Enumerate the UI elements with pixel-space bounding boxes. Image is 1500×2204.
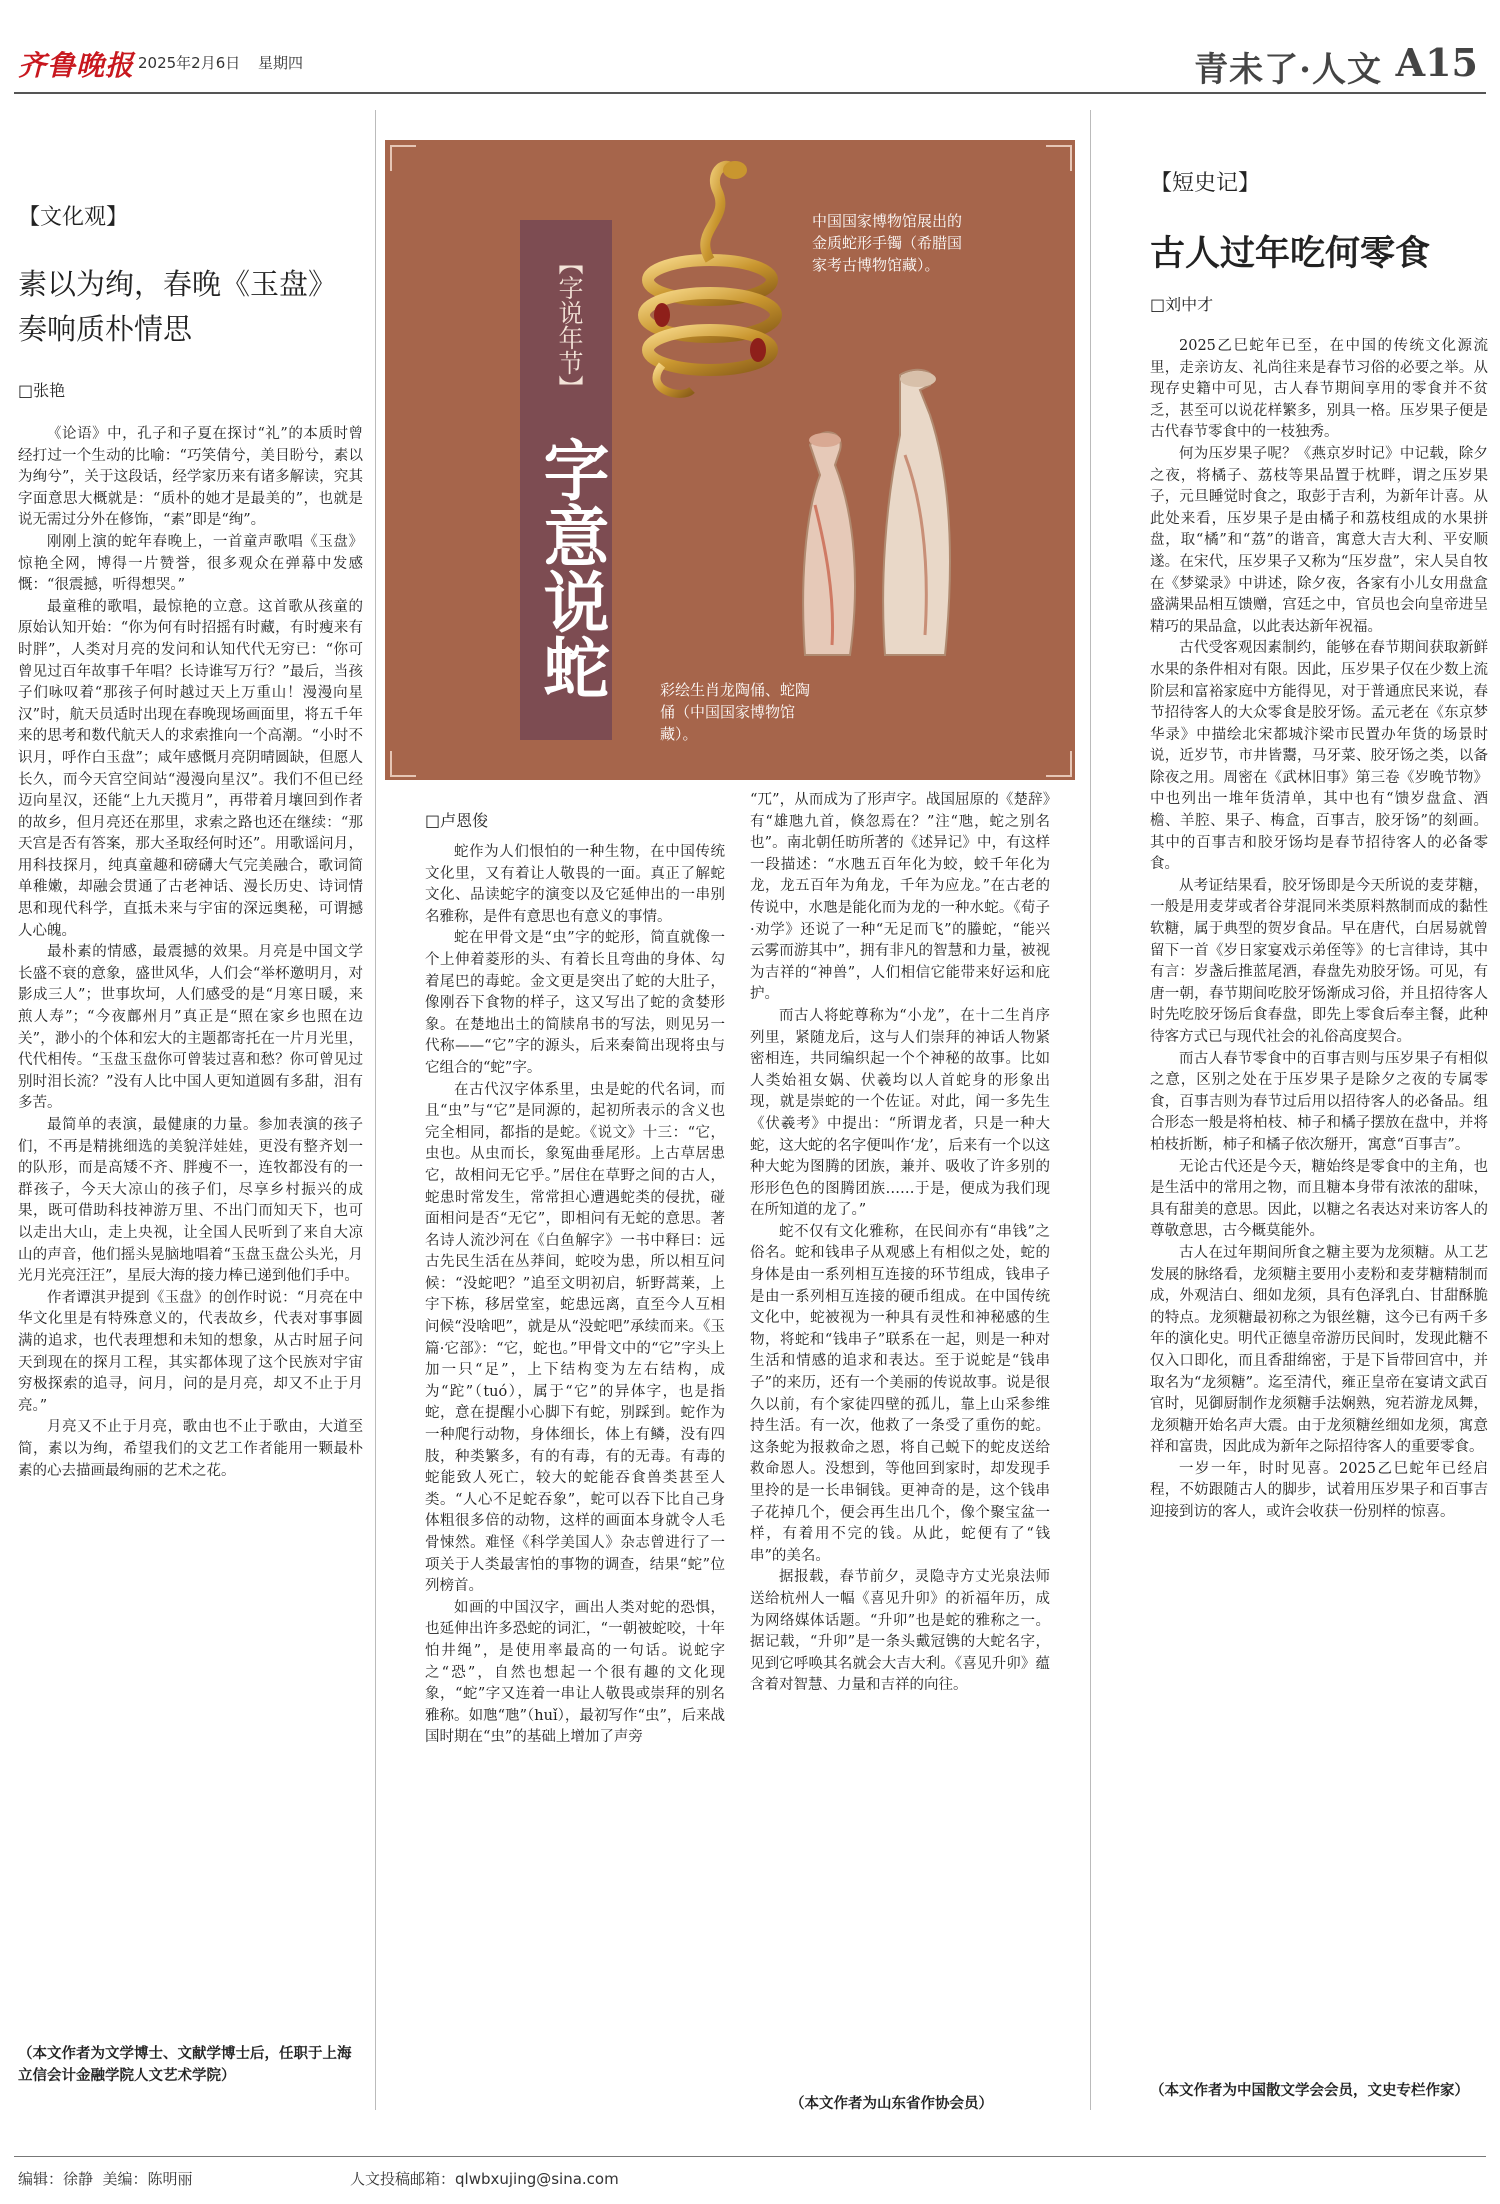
- corner-ornament-icon: [390, 751, 416, 777]
- left-article-body: [18, 424, 363, 1482]
- right-article-body: [1150, 336, 1488, 1524]
- corner-ornament-icon: [1046, 145, 1072, 171]
- center-article-column-2: [750, 790, 1050, 1697]
- paragraph: 在古代汉字体系里，虫是蛇的代名词，而且“虫”与“它”是同源的，起初所表示的含义也完全相同，都指的是蛇。《说文》十三：“它，虫也。从虫而长，象冤曲垂尾形。上古草居患它，故相问无它乎。”居住在草野之间的古人，蛇患时常发生，常常担心遭遇蛇类的侵扰，碰面相问是否“无它”，即相问有无蛇的意思。著名诗人流沙河在《白鱼解字》一书中释曰：远古先民生活在丛莽间，蛇咬为患，所以相互问候：“没蛇吧？”追至文明初启，斩野蒿莱，上宇下栋，移居堂室，蛇患远离，直至今人互相问候“没啥吧”，就是从“没蛇吧”承续而来。《玉篇·它部》：“它，蛇也。”甲骨文中的“它”字头上加一只“足”，上下结构变为左右结构，成为“跎”（tuó），属于“它”的异体字，也是指蛇，意在提醒小心脚下有蛇，别踩到。蛇作为一种爬行动物，身体细长，体上有鳞，没有四肢，种类繁多，有的有毒，有的无毒。有毒的蛇能致人死亡，较大的蛇能吞食兽类甚至人类。“人心不足蛇吞象”，蛇可以吞下比自己身体粗很多倍的动物，这样的画面本身就令人毛骨悚然。难怪《科学美国人》杂志曾进行了一项关于人类最害怕的事物的调查，结果“蛇”位列榜首。: [425, 1081, 725, 1595]
- bracelet-caption: 中国国家博物馆展出的金质蛇形手镯（希腊国家考古博物馆藏）。: [812, 212, 963, 274]
- right-article-author: □刘中才: [1150, 295, 1214, 314]
- corner-ornament-icon: [390, 145, 416, 171]
- left-article-author: □张艳: [18, 381, 66, 400]
- left-column-tag: 【文化观】: [18, 205, 129, 230]
- paragraph: 刚刚上演的蛇年春晚上，一首童声歌唱《玉盘》惊艳全网，博得一片赞誉，很多观众在弹幕中发感慨：“很震撼，听得想哭。”: [18, 533, 363, 594]
- center-article-author: □卢恩俊: [425, 811, 489, 830]
- paragraph: 蛇作为人们恨怕的一种生物，在中国传统文化里，又有着让人敬畏的一面。真正了解蛇文化、品读蛇字的演变以及它延伸出的一串别名雅称，是件有意思也有意义的事情。: [425, 844, 725, 925]
- right-article-title: 古人过年吃何零食: [1150, 233, 1431, 274]
- paragraph: 最朴素的情感，最震撼的效果。月亮是中国文学长盛不衰的意象，盛世风华，人们会“举杯邀明月，对影成三人”；世事坎坷，人们感受的是“月寒日暖，来煎人寿”；“今夜鄜州月”真正是“照在家乡也照在边关”，渺小的个体和宏大的主题都寄托在一片月光里，代代相传。“玉盘玉盘你可曾装过喜和愁？你可曾见过别时泪长流？”没有人比中国人更知道圆有多甜，泪有多苦。: [18, 944, 363, 1112]
- paragraph: 从考证结果看，胶牙饧即是今天所说的麦芽糖，一般是用麦芽或者谷芽混同米类原料熬制而成的黏性软糖，属于典型的贺岁食品。早在唐代，白居易就曾留下一首《岁日家宴戏示弟侄等》的七言律诗，其中有言：岁盏后推蓝尾酒，春盘先劝胶牙饧。可见，有唐一朝，春节期间吃胶牙饧渐成习俗，并且招待客人时先吃胶牙饧后食春盘，即先上零食后奉主餐，此种待客方式已与现代社会的礼俗高度契合。: [1150, 877, 1488, 1045]
- paragraph: 2025乙巳蛇年已至，在中国的传统文化源流里，走亲访友、礼尚往来是春节习俗的必要之举。从现存史籍中可见，古人春节期间享用的零食并不贫乏，甚至可以说花样繁多，别具一格。压岁果子便是古代春节零食中的一枝独秀。: [1150, 338, 1488, 441]
- right-column-tag: 【短史记】: [1150, 171, 1261, 196]
- gold-snake-bracelet-image: [622, 150, 797, 410]
- paragraph: 一岁一年，时时见喜。2025乙巳蛇年已经启程，不妨跟随古人的脚步，试着用压岁果子和百事吉迎接到访的客人，或许会收获一份别样的惊喜。: [1150, 1460, 1488, 1521]
- center-author-note: （本文作者为山东省作协会员）: [790, 2095, 993, 2112]
- paragraph: 最童稚的歌唱，最惊艳的立意。这首歌从孩童的原始认知开始：“你为何有时招摇有时藏，有时瘦来有时胖”，人类对月亮的发问和认知代代无穷已：“你可曾见过百年故事千年唱？长诗谁写万行？”最后，当孩子们咏叹着“那孩子何时越过天上万重山！漫漫向星汉”时，航天员适时出现在春晚现场画面里，将五千年来的思考和数代航天人的求索推向一个高潮。“小时不识月，呼作白玉盘”；咸年感慨月亮阴晴圆缺，但愿人长久，而今天宫空间站“漫漫向星汉”。我们不但已经迈向星汉，还能“上九天揽月”，再带着月壤回到作者的故乡，但月亮还在那里，求索之路也还在继续：“那天宫是否有答案，那大圣取经何时还”。用歌谣问月，用科技探月，纯真童趣和磅礴大气完美融合，歌词简单稚嫩，却融会贯通了古老神话、漫长历史、诗词情思和现代科学，直抵未来与宇宙的深远奥秘，可谓撼人心魄。: [18, 598, 363, 939]
- left-column-rule: [375, 110, 376, 2110]
- footer-credits: 编辑：徐静 美编：陈明丽: [18, 2170, 193, 2188]
- paragraph: 蛇在甲骨文是“虫”字的蛇形，简直就像一个上伸着菱形的头、有着长且弯曲的身体、勾着尾巴的毒蛇。金文更是突出了蛇的大肚子，像刚吞下食物的样子，这又写出了蛇的贪婪形象。在楚地出土的简牍帛书的写法，则见另一代称——“它”字的源头，后来秦简出现将虫与它组合的“蛇”字。: [425, 930, 725, 1076]
- page-number: A15: [1395, 40, 1478, 85]
- footer-submission-email: 人文投稿邮箱：qlwbxujing@sina.com: [350, 2170, 619, 2188]
- center-article-column-1: [425, 842, 725, 1749]
- paragraph: 何为压岁果子呢？《燕京岁时记》中记载，除夕之夜，将橘子、荔枝等果品置于枕畔，谓之压岁果子，元旦睡觉时食之，取彭于吉利，为新年计喜。从此处来看，压岁果子是由橘子和荔枝组成的水果拼盘，取“橘”和“荔”的谐音，寓意大吉大利、平安顺遂。在宋代，压岁果子又称为“压岁盘”，宋人吴自牧在《梦粱录》中讲述，除夕夜，各家有小儿女用盘盒盛满果品相互馈赠，宫廷之中，官员也会向皇帝进呈精巧的果品盒，以此表达新年祝福。: [1150, 445, 1488, 635]
- paragraph: 最简单的表演，最健康的力量。参加表演的孩子们，不再是精挑细选的美貌洋娃娃，更没有整齐划一的队形，而是高矮不齐、胖瘦不一，连牧都没有的一群孩子，今天大凉山的孩子们，尽享乡村振兴的成果，既可借助科技神游万里、不出门而知天下，也可以走出大山，走上央视，让全国人民听到了来自大凉山的声音，他们摇头晃脑地唱着“玉盘玉盘公头光，月光月光亮汪汪”，星辰大海的接力棒已递到他们手中。: [18, 1117, 363, 1285]
- paragraph: 古代受客观因素制约，能够在春节期间获取新鲜水果的条件相对有限。因此，压岁果子仅在少数上流阶层和富裕家庭中方能得见，对于普通庶民来说，春节招待客人的大众零食是胶牙饧。孟元老在《东京梦华录》中描绘北宋都城汴梁市民置办年货的场景时说，近岁节，市井皆鬻，马牙菜、胶牙饧之类，以备除夜之用。周密在《武林旧事》第三卷《岁晚节物》中也列出一堆年货清单，其中也有“馈岁盘盒、酒檐、羊腔、果子、梅盒，百事吉，胶牙饧”的刻画。其中的百事吉和胶牙饧均是春节招待客人的必备零食。: [1150, 640, 1488, 873]
- feature-title: 字意说蛇: [532, 436, 610, 700]
- masthead-logo: 齐鲁晚报: [18, 49, 135, 82]
- footer-rule: [14, 2156, 1486, 2157]
- section-name: 青未了·人文: [1194, 50, 1382, 90]
- paragraph: “兀”，从而成为了形声字。战国屈原的《楚辞》有“雄虺九首，倏忽焉在？”注“虺，蛇之别名也”。南北朝任昉所著的《述异记》中，有这样一段描述：“水虺五百年化为蛟，蛟千年化为龙，龙五百年为角龙，千年为应龙。”在古老的传说中，水虺是能化而为龙的一种水蛇。《荀子·劝学》还说了一种“无足而飞”的螣蛇，“能兴云雾而游其中”，拥有非凡的智慧和力量，被视为吉祥的“神兽”，人们相信它能带来好运和庇护。: [750, 792, 1050, 1003]
- header-rule: [14, 92, 1486, 94]
- paragraph: 作者谭淇尹提到《玉盘》的创作时说：“月亮在中华文化里是有特殊意义的，代表故乡，代表对事事圆满的追求，也代表理想和未知的想象，从古时屈子问天到现在的探月工程，其实都体现了这个民族对宇宙穷极探索的追寻，问月，问的是月亮，却又不止于月亮。”: [18, 1289, 363, 1414]
- paragraph: 月亮又不止于月亮，歌由也不止于歌由，大道至简，素以为绚，希望我们的文艺工作者能用一颗最朴素的心去描画最绚丽的艺术之花。: [18, 1419, 363, 1479]
- feature-column-tag: 【字说年节】: [555, 250, 584, 400]
- issue-date: 2025年2月6日: [138, 54, 241, 72]
- right-author-note: （本文作者为中国散文学会会员，文史专栏作家）: [1150, 2082, 1469, 2099]
- paragraph: 无论古代还是今天，糖始终是零食中的主角，也是生活中的常用之物，而且糖本身带有浓浓的甜味，具有甜美的意思。因此，以糖之名表达对来访客人的尊敬意思，古今概莫能外。: [1150, 1158, 1488, 1240]
- paragraph: 而古人春节零食中的百事吉则与压岁果子有相似之意，区别之处在于压岁果子是除夕之夜的专属零食，百事吉则为春节过后用以招待客人的必备品。组合形态一般是将柏枝、柿子和橘子摆放在盘中，并将柏枝折断，柿子和橘子依次掰开，寓意“百事吉”。: [1150, 1050, 1488, 1153]
- pottery-caption: 彩绘生肖龙陶俑、蛇陶俑（中国国家博物馆藏）。: [660, 681, 811, 743]
- paragraph: 《论语》中，孔子和子夏在探讨“礼”的本质时曾经打过一个生动的比喻：“巧笑倩兮，美目盼兮，素以为绚兮”，关于这段话，经学家历来有诸多解读，究其字面意思大概就是：“质朴的她才是最美的”，也就是说无需过分外在修饰，“素”即是“绚”。: [18, 426, 363, 529]
- paragraph: 蛇不仅有文化雅称，在民间亦有“串钱”之俗名。蛇和钱串子从观感上有相似之处，蛇的身体是由一系列相互连接的环节组成，钱串子是由一系列相互连接的硬币组成。在中国传统文化中，蛇被视为一种具有灵性和神秘感的生物，将蛇和“钱串子”联系在一起，则是一种对生活和情感的追求和表达。至于说蛇是“钱串子”的来历，还有一个美丽的传说故事。说是很久以前，有个家徒四壁的孤儿，靠上山采参维持生活。有一次，他救了一条受了重伤的蛇。这条蛇为报救命之恩，将自己蜕下的蛇皮送给救命恩人。没想到，等他回到家时，却发现手里拎的是一长串铜钱。更神奇的是，这个钱串子花掉几个，便会再生出几个，像个聚宝盆一样，有着用不完的钱。从此，蛇便有了“钱串”的美名。: [750, 1223, 1050, 1564]
- right-column-rule: [1090, 110, 1091, 2110]
- corner-ornament-icon: [1046, 751, 1072, 777]
- paragraph: 据报载，春节前夕，灵隐寺方丈光泉法师送给杭州人一幅《喜见升卯》的祈福年历，成为网络媒体话题。“升卯”也是蛇的雅称之一。据记载，“升卯”是一条头戴冠镌的大蛇名字，见到它呼唤其名就会大吉大利。《喜见升卯》蕴含着对智慧、力量和吉祥的向往。: [750, 1569, 1050, 1694]
- paragraph: 而古人将蛇尊称为“小龙”，在十二生肖序列里，紧随龙后，这与人们崇拜的神话人物紧密相连，共同编织起一个个神秘的故事。比如人类始祖女娲、伏羲均以人首蛇身的形象出现，就是崇蛇的一个佐证。对此，闻一多先生《伏羲考》中提出：“所谓龙者，只是一种大蛇，这大蛇的名字便叫作‘龙’，后来有一个以这种大蛇为图腾的团族，兼并、吸收了许多别的形形色色的图腾团族……于是，便成为我们现在所知道的龙了。”: [750, 1007, 1050, 1219]
- issue-weekday: 星期四: [258, 54, 304, 72]
- left-article-title: 素以为绚，春晚《玉盘》奏响质朴情思: [18, 267, 338, 346]
- left-author-note: （本文作者为文学博士、文献学博士后，任职于上海立信会计金融学院人文艺术学院）: [18, 2045, 352, 2084]
- paragraph: 如画的中国汉字，画出人类对蛇的恐惧，也延伸出许多恐蛇的词汇，“一朝被蛇咬，十年怕井绳”，是使用率最高的一句话。说蛇字之“恐”，自然也想起一个很有趣的文化现象，“蛇”字又连着一串让人敬畏或崇拜的别名雅称。如虺“虺”（huǐ），最初写作“虫”，后来战国时期在“虫”的基础上增加了声旁: [425, 1599, 725, 1746]
- pottery-figures-image: [780, 355, 990, 665]
- paragraph: 古人在过年期间所食之糖主要为龙须糖。从工艺发展的脉络看，龙须糖主要用小麦粉和麦芽糖精制而成，外观洁白、细如龙须，具有色泽乳白、甘甜酥脆的特点。龙须糖最初称之为银丝糖，这今已有两千多年的演化史。明代正德皇帝游历民间时，发现此糖不仅入口即化，而且香甜绵密，于是下旨带回宫中，并取名为“龙须糖”。迄至清代，雍正皇帝在宴请文武百官时，见御厨制作龙须糖手法娴熟，宛若游龙凤舞，龙须糖开始名声大震。由于龙须糖丝细如龙须，寓意祥和富贵，因此成为新年之际招待客人的重要零食。: [1150, 1244, 1488, 1456]
